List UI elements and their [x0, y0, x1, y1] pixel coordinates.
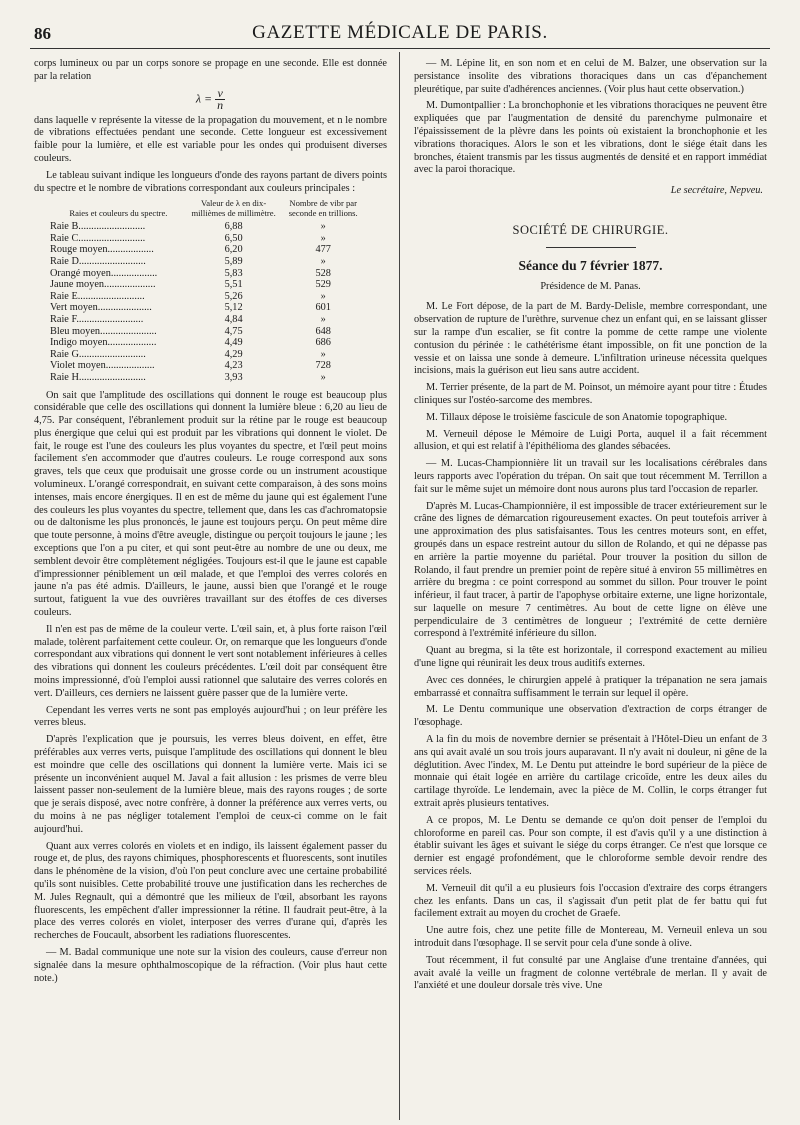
- page-number: 86: [34, 24, 51, 43]
- paragraph: M. Le Fort dépose, de la part de M. Bardy-Delisle, membre correspondant, une observation de rupture de l'urèthre, survenue chez un enfant qui, en se laissant glisser sur la rampe d'un escalier, se fit contre la pomme de cette rampe une violente contusion du périnée : le cathétérisme étant impossible, on fit une ponction de la vessie et on laissa une sonde à demeure. L'infiltration urineuse nécessita quelques incisions, mais la guérison eut lieu sans autre accident.: [414, 301, 767, 377]
- formula-numerator: v: [215, 88, 225, 100]
- table-cell: Vert moyen.....................: [50, 302, 152, 314]
- table-cell: Raie G..........................: [50, 348, 146, 360]
- table-cell: 686: [315, 337, 331, 349]
- table-cell: 5,51: [224, 279, 243, 291]
- paragraph: M. Terrier présente, de la part de M. Poinsot, un mémoire ayant pour titre : Études cliniques sur l'ostéo-sarcome des membres.: [414, 382, 767, 406]
- paragraph: A ce propos, M. Le Dentu se demande ce qu'on doit penser de l'emploi du chloroforme en pareil cas. Pour son compte, il est d'avis qu'il y a une distinction à établir suivant les âges et suivant le siége du corps étranger. Ce n'est que lorsque ce dernier est engagé profondément, que le chloroforme semble devoir rendre des services réels.: [414, 814, 767, 878]
- paragraph: Le tableau suivant indique les longueurs d'onde des rayons partant de divers points du spectre et le nombre de vibrations correspondant aux couleurs principales :: [34, 169, 387, 194]
- paragraph: Cependant les verres verts ne sont pas employés aujourd'hui ; on leur préfère les verres bleus.: [34, 704, 387, 729]
- table-row: [48, 256, 368, 268]
- paragraph: D'après l'explication que je poursuis, les verres bleus doivent, en effet, être préférables aux verres verts, puisque l'amplitude des oscillations qui donnent le bleu est moindre que celle des oscillations qui donnent la lumière verte. Mais ici se présente un inconvénient auquel M. Javal a fait allusion : les prismes de verre bleu laissent passer non-seulement de la lumière bleue, mais des rayons rouges ; de sorte que je serais disposé, avec notre confrère, à donner la préférence aux verres verts, ou du moins à ne pas négliger totalement l'emploi de ceux-ci comme on le fait aujourd'hui.: [34, 734, 387, 835]
- table-cell: 601: [315, 302, 331, 314]
- table-cell: 648: [315, 325, 331, 337]
- formula-lhs: λ =: [195, 90, 213, 105]
- table-cell: »: [320, 255, 326, 267]
- table-cell: 3,93: [224, 371, 243, 383]
- column-divider: [399, 52, 400, 1120]
- table-row: [48, 233, 368, 245]
- society-heading: SOCIÉTÉ DE CHIRURGIE.: [512, 222, 669, 237]
- table-cell: »: [320, 232, 326, 244]
- table-cell: Violet moyen...................: [50, 360, 155, 372]
- presidence-line: Présidence de M. Panas.: [540, 280, 641, 292]
- spectrum-table-body: [48, 221, 368, 383]
- table-row: [48, 291, 368, 303]
- table-cell: 6,50: [224, 232, 243, 244]
- paragraph: dans laquelle v représente la vitesse de la propagation du mouvement, et n le nombre de vibrations effectuées pendant une seconde. Cette longueur est excessivement faible pour la lumière, et elle est variable pour les ondes qui produisent diverses couleurs.: [34, 114, 387, 164]
- paragraph: Une autre fois, chez une petite fille de Montereau, M. Verneuil enleva un sou introduit dans l'œsophage. Il se servit pour cela d'une sonde à olive.: [414, 925, 767, 950]
- table-header-row: [48, 199, 368, 221]
- paragraph: M. Verneuil dépose le Mémoire de Luigi Porta, auquel il a fait récemment allusion, et qui est relatif à l'épithélioma des glandes sébacées.: [414, 428, 767, 453]
- paragraph: M. Verneuil dit qu'il a eu plusieurs fois l'occasion d'extraire des corps étrangers chez les enfants. Dans un cas, il s'agissait d'un petit plat de fer battu qui fut facilement extrait au moyen du crochet de Graefe.: [414, 882, 767, 920]
- table-cell: 5,89: [224, 255, 243, 267]
- right-column: [414, 58, 767, 1120]
- table-cell: 477: [315, 244, 331, 256]
- table-cell: »: [320, 371, 326, 383]
- table-cell: »: [320, 348, 326, 360]
- table-row: [48, 314, 368, 326]
- table-row: [48, 337, 368, 349]
- table-cell: »: [320, 221, 326, 233]
- table-row: [48, 302, 368, 314]
- table-cell: Raie H..........................: [50, 371, 146, 383]
- table-row: [48, 221, 368, 233]
- society-rule: [546, 247, 636, 248]
- paragraph: M. Tillaux dépose le troisième fascicule de son Anatomie topographique.: [426, 411, 728, 423]
- paragraph: Quant au bregma, si la tête est horizontale, il correspond exactement au milieu d'une ligne qui réunirait les deux trous auditifs externes.: [414, 645, 767, 670]
- header-rule: [30, 48, 770, 49]
- table-cell: 6,88: [224, 221, 243, 233]
- table-cell: 4,23: [224, 360, 243, 372]
- page-header: [0, 0, 800, 50]
- table-cell: 4,29: [224, 348, 243, 360]
- table-cell: 5,83: [224, 267, 243, 279]
- table-cell: Jaune moyen....................: [50, 279, 156, 291]
- table-row: [48, 279, 368, 291]
- paragraph: M. Dumontpallier : La bronchophonie et les vibrations thoraciques ne peuvent être expliquées que par l'augmentation de densité du parenchyme pulmonaire et l'épaississement de la plèvre dans les points où existaient la bronchophonie et les vibrations thoraciques. Alors le son et les vibrations, dont le siége était dans les bronches, étaient transmis par les tissus augmentés de densité et en rapport immédiat avec la paroi thoracique.: [414, 100, 767, 176]
- session-title: Séance du 7 février 1877.: [518, 257, 663, 273]
- table-header: Nombre de vibr par seconde en trillions.: [288, 198, 358, 218]
- spectrum-table: [48, 199, 368, 383]
- table-cell: Raie B..........................: [50, 221, 146, 233]
- paragraph: Tout récemment, il fut consulté par une Anglaise d'une trentaine d'années, qui avait avalé la veille un fragment de colonne vertébrale de merlan. Il y avait de l'anxiété et une douleur dorsale très vive. Une: [414, 954, 767, 992]
- formula-denominator: n: [217, 97, 224, 112]
- table-row: [48, 268, 368, 280]
- table-cell: 4,75: [224, 325, 243, 337]
- table-header: Raies et couleurs du spectre.: [69, 207, 168, 218]
- table-cell: Bleu moyen......................: [50, 325, 157, 337]
- journal-title: GAZETTE MÉDICALE DE PARIS.: [252, 22, 548, 43]
- table-cell: Raie F..........................: [50, 313, 144, 325]
- table-cell: 529: [315, 279, 331, 291]
- table-cell: 728: [315, 360, 331, 372]
- table-cell: Orangé moyen..................: [50, 267, 158, 279]
- table-row: [48, 326, 368, 338]
- table-cell: 4,84: [224, 313, 243, 325]
- table-cell: Raie D..........................: [50, 255, 146, 267]
- formula-fraction: [215, 85, 225, 112]
- secretary-signature: Le secrétaire, Nepveu.: [670, 185, 763, 197]
- table-row: [48, 244, 368, 256]
- table-row: [48, 349, 368, 361]
- paragraph: M. Le Dentu communique une observation d'extraction de corps étranger de l'œsophage.: [414, 704, 767, 729]
- table-row: [48, 372, 368, 384]
- paragraph: corps lumineux ou par un corps sonore se propage en une seconde. Elle est donnée par la relation: [34, 58, 387, 82]
- table-cell: »: [320, 290, 326, 302]
- table-row: [48, 360, 368, 372]
- table-cell: 5,26: [224, 290, 243, 302]
- paragraph: — M. Lépine lit, en son nom et en celui de M. Balzer, une observation sur la persistance insolite des vibrations thoraciques dans un cas d'épanchement pleurétique, par suite d'adhérences anciennes. (Voir plus haut cette observation.): [414, 58, 767, 95]
- formula: [34, 85, 387, 112]
- paragraph: — M. Lucas-Championnière lit un travail sur les localisations cérébrales dans leurs rapports avec l'opération du trépan. On sait que tout récemment M. Terrillon a fait sur le même sujet un mémoire dont nous aurons plus tard l'occasion de reparler.: [414, 458, 767, 495]
- paragraph: D'après M. Lucas-Championnière, il est impossible de tracer extérieurement sur le crâne des lignes de démarcation rigoureusement exactes. On peut toutefois arriver à une approximation des plus satisfaisantes. Tous les centres moteurs sont, en effet, groupés dans un espace restreint autour du sillon de Rolando, et qui ne dépasse pas en arrière la partie moyenne du pariétal. Pour trouver la position du sillon de Rolando, il faut prendre un premier point de repère situé à environ 55 millimètres en arrière du bregma : ce point correspond au sommet du sillon. Pour trouver le point inférieur, il faut tracer, à partir de l'apophyse orbitaire externe, une ligne horizontale, sur laquelle on mesure 7 centimètres. Au bout de cette ligne on élève une perpendiculaire de 3 centimètres de longueur ; l'extrémité de cette dernière correspond à l'extrémité inférieure du sillon.: [414, 500, 767, 640]
- table-cell: 6,20: [224, 244, 243, 256]
- left-column: [34, 58, 387, 1120]
- table-cell: Indigo moyen...................: [50, 337, 157, 349]
- paragraph: A la fin du mois de novembre dernier se présentait à l'Hôtel-Dieu un enfant de 3 ans qui avait avalé un sou trois jours auparavant. Il n'y avait ni douleur, ni gêne de la déglutition. Avec l'index, M. Le Dentu put atteindre le bord supérieur de la pièce de monnaie qui était logée en arrière du cartilage cricoïde, entre les deux ailes du cartilage thyroïde. Le lendemain, avec la pièce de M. Collin, le corps étranger fut extrait après plusieurs tentatives.: [414, 734, 767, 810]
- paragraph: — M. Badal communique une note sur la vision des couleurs, cause d'erreur non signalée dans la mesure ophthalmoscopique de la réfraction. (Voir plus haut cette note.): [34, 946, 387, 984]
- paragraph: Il n'en est pas de même de la couleur verte. L'œil sain, et, à plus forte raison l'œil malade, tolèrent parfaitement cette couleur. Or, on remarque que les longueurs d'onde correspondant aux vibrations qui donnent le vert sont notablement inférieures à celles des vibrations qui donnent les couleurs précédentes. L'œil doit par conséquent être moins impressionné, d'où l'emploi aussi rationnel que salutaire des verres colorés en vert. D'ailleurs, ces derniers ne laissent guère passer que de la lumière verte.: [34, 623, 387, 699]
- paragraph: On sait que l'amplitude des oscillations qui donnent le rouge est beaucoup plus considérable que celle des oscillations qui donnent la lumière bleue : 6,20 au lieu de 4,75. Par conséquent, l'ébranlement produit sur la rétine par le rouge est beaucoup plus énergique que celui qui est produit par les vibrations qui donnent le violet. De fait, le rouge est l'une des couleurs les plus voyantes du spectre, et l'œil peut moins facilement s'en accommoder que d'autres couleurs. Le rouge correspond aux sons graves, tels que ceux que produisait une grosse corde ou un instrument acoustique volumineux. L'orangé correspondrait, en suivant cette comparaison, à des sons moins intenses, mais encore énergiques. Il en est de même du jaune qui est également l'une des couleurs les plus voyantes du spectre, tellement que, dans les cas d'achromatopsie ou de daltonisme les plus prononcés, le jaune est toujours perçu. On peut même dire que toute personne, à moins d'être aveugle, distingue ou perçoit toujours le jaune ; les exceptions que l'on a pu citer, et qui sont peut-être au nombre de une ou deux, me semblent devoir être complètement négligées. Toujours est-il que le jaune est capable d'impressionner péniblement un œil malade, et que l'emploi des verres colorés en jaune n'a pas été admis. D'ailleurs, le jaune, aussi bien que l'orangé et le rouge surtout, fatiguent la vue des ouvrières travaillant sur des étoffes de ces diverses couleurs.: [34, 389, 387, 619]
- table-cell: 5,12: [224, 302, 243, 314]
- table-cell: 528: [315, 267, 331, 279]
- table-cell: Raie C..........................: [50, 232, 146, 244]
- table-cell: Rouge moyen..................: [50, 244, 154, 256]
- paragraph: Avec ces données, le chirurgien appelé à pratiquer la trépanation ne sera jamais embarrassé et connaîtra suffisamment le terrain sur lequel il opère.: [414, 674, 767, 699]
- paragraph: Quant aux verres colorés en violets et en indigo, ils laissent également passer du rouge et, de plus, des rayons chimiques, phosphorescents et fluorescents, sont inutiles dans le phénomène de la vision, d'où l'on peut conclure avec une certaine probabilité qu'ils sont nuisibles. Cette probabilité trouve une justification dans les recherches de M. Jules Regnault, qui a démontré que les milieux de l'œil, absorbant les rayons fluorescents, les empêchent d'aller impressionner la rétine. Il faudrait peut-être, à la place des verres colorés en violet, interposer des verres d'urane qui, d'après les recherches de Foucault, absorbent les radiations fluorescentes.: [34, 840, 387, 942]
- table-header: Valeur de λ en dix-millièmes de millimètre.: [191, 198, 276, 218]
- table-cell: Raie E..........................: [50, 290, 145, 302]
- table-cell: 4,49: [224, 337, 243, 349]
- table-cell: »: [320, 313, 326, 325]
